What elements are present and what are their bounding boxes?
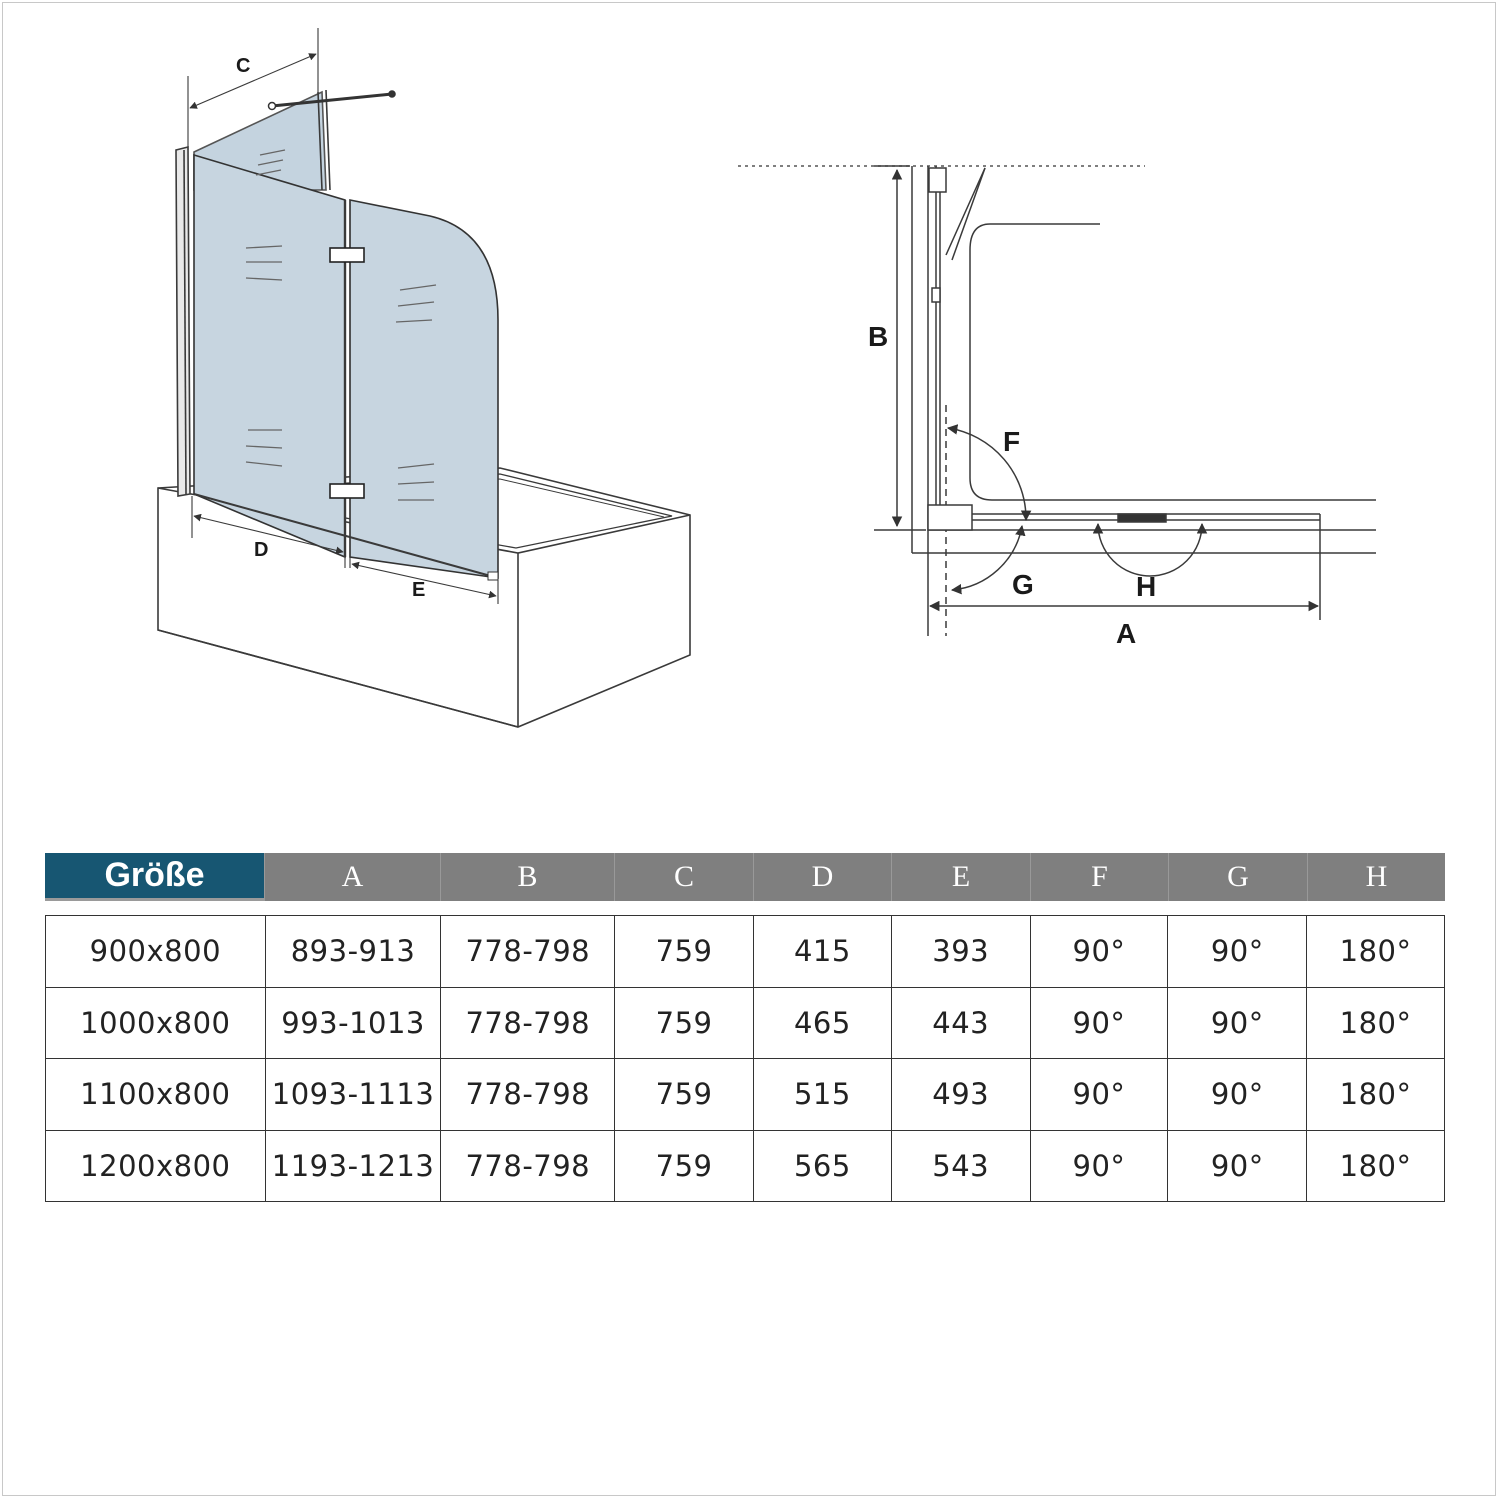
cell-c: 759 <box>614 916 753 987</box>
cell-a: 1193-1213 <box>265 1131 441 1202</box>
table-header <box>45 853 1445 901</box>
cell-a: 993-1013 <box>265 988 441 1059</box>
hinge-bottom <box>330 484 364 498</box>
label-b: B <box>868 321 889 352</box>
header-col-e: E <box>891 853 1030 901</box>
cell-f: 90° <box>1030 916 1168 987</box>
header-groesse: Größe <box>45 853 264 901</box>
cell-size: 1000x800 <box>80 1005 231 1040</box>
cell-g: 90° <box>1167 1131 1306 1202</box>
cell-d: 465 <box>753 988 891 1059</box>
cell-b: 778-798 <box>440 1131 614 1202</box>
header-col-d: D <box>753 853 891 901</box>
plan-view <box>738 166 1376 636</box>
wall-profile <box>176 147 190 496</box>
header-col-g: G <box>1168 853 1307 901</box>
cell-f: 90° <box>1030 988 1168 1059</box>
cell-b: 778-798 <box>440 1059 614 1130</box>
header-col-c: C <box>614 853 753 901</box>
cell-h: 180° <box>1306 1131 1444 1202</box>
label-g: G <box>1012 569 1034 600</box>
glass-panel-right <box>350 200 498 578</box>
label-d: D <box>254 539 269 561</box>
table-row <box>46 916 1444 987</box>
cell-f: 90° <box>1030 1059 1168 1130</box>
cell-d: 415 <box>753 916 891 987</box>
cell-g: 90° <box>1167 988 1306 1059</box>
cell-g: 90° <box>1167 916 1306 987</box>
hinge-top <box>330 248 364 262</box>
cell-c: 759 <box>614 1131 753 1202</box>
cell-a: 893-913 <box>265 916 441 987</box>
cell-c: 759 <box>614 988 753 1059</box>
cell-h: 180° <box>1306 916 1444 987</box>
cell-b: 778-798 <box>440 988 614 1059</box>
cell-d: 565 <box>753 1131 891 1202</box>
stabilizer-bar <box>269 91 396 110</box>
cell-c: 759 <box>614 1059 753 1130</box>
cell-b: 778-798 <box>440 916 614 987</box>
cell-d: 515 <box>753 1059 891 1130</box>
table-row <box>46 987 1444 1059</box>
label-a: A <box>1116 618 1137 649</box>
cell-size: 1100x800 <box>80 1077 231 1112</box>
cell-a: 1093-1113 <box>265 1059 441 1130</box>
glass-panel-left <box>194 155 345 557</box>
cell-size: 900x800 <box>89 934 222 969</box>
label-c: C <box>236 55 251 77</box>
table-row <box>46 1058 1444 1130</box>
cell-h: 180° <box>1306 988 1444 1059</box>
cell-f: 90° <box>1030 1131 1168 1202</box>
header-col-f: F <box>1030 853 1168 901</box>
label-e: E <box>412 579 426 601</box>
table-row <box>46 1130 1444 1202</box>
header-col-a: A <box>264 853 440 901</box>
cell-e: 543 <box>891 1131 1030 1202</box>
cell-e: 443 <box>891 988 1030 1059</box>
cell-e: 493 <box>891 1059 1030 1130</box>
cell-g: 90° <box>1167 1059 1306 1130</box>
cell-size: 1200x800 <box>80 1148 231 1183</box>
perspective-view <box>158 28 690 727</box>
size-table <box>45 853 1445 1202</box>
header-col-h: H <box>1307 853 1445 901</box>
label-f: F <box>1003 426 1021 457</box>
table-body <box>45 915 1445 1202</box>
header-col-b: B <box>440 853 614 901</box>
label-h: H <box>1136 571 1157 602</box>
cell-e: 393 <box>891 916 1030 987</box>
cell-h: 180° <box>1306 1059 1444 1130</box>
